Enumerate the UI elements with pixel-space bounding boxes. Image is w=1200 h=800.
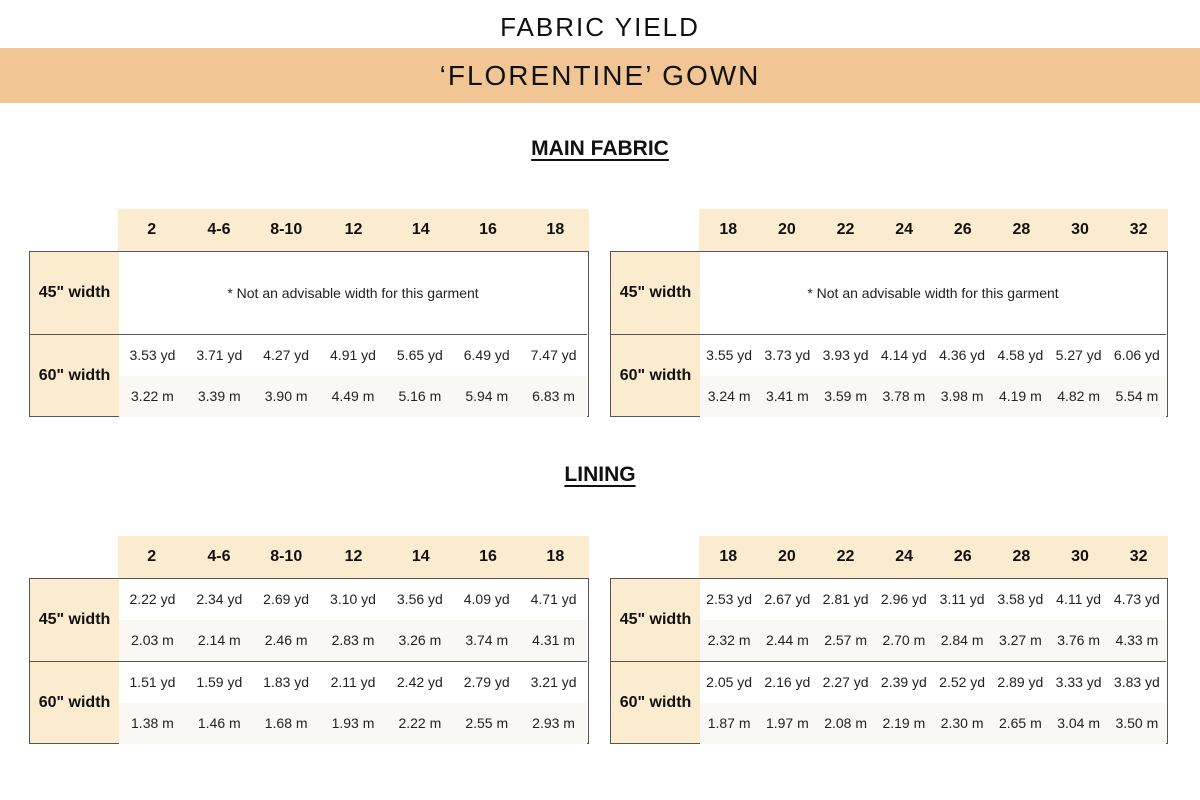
yield-yd-cell: 2.69 yd <box>263 591 310 607</box>
size-header-cell: 4-6 <box>207 548 231 565</box>
yield-m-cell: 2.55 m <box>465 715 509 731</box>
yield-m-line <box>700 376 1166 417</box>
yield-yd-cell: 2.79 yd <box>463 674 510 690</box>
yield-m-cell: 6.83 m <box>532 388 575 404</box>
not-advisable-note: * Not an advisable width for this garment <box>227 285 479 301</box>
row-label: 45" width <box>30 579 119 661</box>
yield-m-cell: 3.98 m <box>940 388 984 404</box>
yield-m-cell: 2.22 m <box>398 715 442 731</box>
size-header-cell: 18 <box>546 548 565 565</box>
yield-yd-cell: 4.58 yd <box>997 347 1044 363</box>
size-header-cell: 30 <box>1071 221 1089 238</box>
yield-yd-cell: 3.11 yd <box>939 591 985 607</box>
size-header-cell: 18 <box>719 548 738 565</box>
main-fabric-right-size-header <box>699 209 1168 251</box>
yield-yd-cell: 3.55 yd <box>706 347 753 363</box>
row-label: 60" width <box>30 335 119 416</box>
yield-yd-cell: 3.56 yd <box>396 591 443 607</box>
yield-yd-cell: 3.53 yd <box>129 347 176 363</box>
lining-right-table <box>610 578 1168 744</box>
yield-m-cell: 2.32 m <box>707 632 751 648</box>
yield-m-cell: 1.68 m <box>264 715 308 731</box>
yield-m-cell: 3.76 m <box>1057 632 1101 648</box>
size-header-cell: 16 <box>479 221 497 238</box>
yield-yd-line <box>700 662 1166 703</box>
yield-yd-cell: 1.59 yd <box>196 674 243 690</box>
yield-m-cell: 1.38 m <box>131 715 174 731</box>
yield-yd-line <box>119 335 587 376</box>
yield-yd-cell: 2.81 yd <box>822 591 869 607</box>
not-advisable-note: * Not an advisable width for this garment <box>807 285 1059 301</box>
yield-yd-cell: 2.52 yd <box>939 674 986 690</box>
yield-m-cell: 5.54 m <box>1115 388 1159 404</box>
size-header-cell: 12 <box>344 548 363 565</box>
row-label: 45" width <box>611 252 700 334</box>
main-fabric-left-table <box>29 251 589 417</box>
size-header-cell: 32 <box>1129 221 1148 238</box>
table-row-45-width <box>30 579 587 661</box>
yield-m-cell: 1.97 m <box>765 715 809 731</box>
yield-m-cell: 3.41 m <box>765 388 809 404</box>
size-header-cell: 28 <box>1012 221 1031 238</box>
main-fabric-heading: MAIN FABRIC <box>531 137 669 160</box>
size-header-cell: 20 <box>778 221 796 238</box>
yield-m-cell: 3.26 m <box>398 632 442 648</box>
yield-yd-cell: 5.27 yd <box>1055 347 1102 363</box>
yield-m-cell: 4.82 m <box>1057 388 1101 404</box>
yield-m-cell: 2.70 m <box>882 632 926 648</box>
row-label: 60" width <box>611 662 700 743</box>
lining-left-table <box>29 578 589 744</box>
table-row-45-width <box>30 252 587 334</box>
yield-m-cell: 3.50 m <box>1115 715 1159 731</box>
yield-m-cell: 4.49 m <box>331 388 375 404</box>
yield-m-cell: 2.08 m <box>824 715 868 731</box>
yield-yd-line <box>700 335 1166 376</box>
yield-m-cell: 2.57 m <box>824 632 868 648</box>
yield-yd-cell: 2.34 yd <box>196 591 243 607</box>
size-header-cell: 12 <box>344 221 363 238</box>
yield-m-line <box>119 376 587 417</box>
table-row-45-width <box>611 579 1166 661</box>
table-row-45-width <box>611 252 1166 334</box>
yield-m-cell: 1.93 m <box>331 715 375 731</box>
size-header-cell: 24 <box>895 221 914 238</box>
yield-m-cell: 3.74 m <box>465 632 509 648</box>
yield-m-cell: 2.14 m <box>197 632 241 648</box>
yield-m-cell: 4.19 m <box>998 388 1042 404</box>
row-label: 60" width <box>30 662 119 743</box>
yield-m-cell: 3.27 m <box>998 632 1042 648</box>
yield-yd-cell: 2.16 yd <box>764 674 811 690</box>
yield-m-line <box>119 620 587 661</box>
yield-m-cell: 5.16 m <box>398 388 442 404</box>
main-fabric-left-size-header <box>118 209 589 251</box>
yield-m-cell: 1.87 m <box>707 715 751 731</box>
yield-yd-cell: 2.42 yd <box>396 674 443 690</box>
yield-m-cell: 3.90 m <box>264 388 308 404</box>
yield-yd-line <box>119 662 587 703</box>
yield-yd-cell: 7.47 yd <box>530 347 577 363</box>
page-title: FABRIC YIELD <box>500 12 700 42</box>
yield-yd-cell: 2.53 yd <box>706 591 753 607</box>
yield-yd-cell: 3.83 yd <box>1113 674 1160 690</box>
lining-left-size-header <box>118 536 589 578</box>
yield-yd-cell: 3.71 yd <box>196 347 243 363</box>
yield-m-cell: 3.04 m <box>1057 715 1101 731</box>
size-header-cell: 8-10 <box>270 548 303 565</box>
yield-yd-cell: 1.83 yd <box>263 674 310 690</box>
yield-yd-cell: 6.49 yd <box>463 347 510 363</box>
yield-yd-cell: 2.27 yd <box>822 674 869 690</box>
size-header-cell: 2 <box>147 548 157 565</box>
yield-m-cell: 2.65 m <box>998 715 1042 731</box>
yield-m-cell: 1.46 m <box>197 715 241 731</box>
table-row-60-width <box>30 661 587 743</box>
yield-yd-cell: 3.93 yd <box>822 347 869 363</box>
yield-yd-cell: 2.89 yd <box>997 674 1044 690</box>
table-row-60-width <box>611 661 1166 743</box>
yield-yd-cell: 1.51 yd <box>129 674 176 690</box>
yield-yd-cell: 3.10 yd <box>330 591 376 607</box>
yield-yd-cell: 2.39 yd <box>880 674 927 690</box>
yield-m-cell: 4.31 m <box>532 632 575 648</box>
size-header-cell: 2 <box>147 221 157 238</box>
yield-m-cell: 3.22 m <box>131 388 174 404</box>
yield-yd-line <box>119 579 587 620</box>
yield-m-cell: 4.33 m <box>1115 632 1159 648</box>
size-header-cell: 30 <box>1071 548 1089 565</box>
row-label: 60" width <box>611 335 700 416</box>
yield-m-cell: 3.59 m <box>824 388 868 404</box>
size-header-cell: 18 <box>546 221 565 238</box>
size-header-cell: 16 <box>479 548 497 565</box>
yield-m-cell: 2.83 m <box>331 632 375 648</box>
size-header-cell: 8-10 <box>270 221 303 238</box>
size-header-cell: 4-6 <box>207 221 231 238</box>
size-header-cell: 26 <box>953 548 972 565</box>
yield-yd-cell: 4.91 yd <box>330 347 376 363</box>
main-fabric-right-table <box>610 251 1168 417</box>
yield-m-cell: 2.84 m <box>940 632 984 648</box>
yield-yd-cell: 2.05 yd <box>706 674 753 690</box>
yield-yd-cell: 4.73 yd <box>1113 591 1160 607</box>
yield-m-cell: 2.03 m <box>131 632 174 648</box>
yield-m-cell: 2.93 m <box>532 715 575 731</box>
lining-heading: LINING <box>564 463 636 486</box>
yield-m-line <box>119 703 587 744</box>
yield-m-cell: 2.44 m <box>765 632 809 648</box>
yield-m-cell: 5.94 m <box>465 388 509 404</box>
yield-yd-cell: 3.58 yd <box>997 591 1044 607</box>
yield-yd-cell: 6.06 yd <box>1113 347 1160 363</box>
size-header-cell: 14 <box>411 221 430 238</box>
yield-m-cell: 2.19 m <box>882 715 926 731</box>
yield-yd-cell: 4.27 yd <box>263 347 310 363</box>
yield-m-line <box>700 620 1166 661</box>
yield-m-cell: 2.30 m <box>940 715 984 731</box>
row-label: 45" width <box>30 252 119 334</box>
yield-yd-cell: 4.14 yd <box>880 347 927 363</box>
size-header-cell: 22 <box>836 221 855 238</box>
yield-m-cell: 3.39 m <box>197 388 241 404</box>
size-header-cell: 28 <box>1012 548 1031 565</box>
size-header-cell: 18 <box>719 221 738 238</box>
yield-yd-cell: 3.33 yd <box>1055 674 1102 690</box>
yield-yd-cell: 2.96 yd <box>880 591 927 607</box>
size-header-cell: 32 <box>1129 548 1148 565</box>
yield-m-cell: 3.78 m <box>882 388 926 404</box>
table-row-60-width <box>30 334 587 416</box>
yield-yd-cell: 4.36 yd <box>939 347 986 363</box>
yield-yd-cell: 4.09 yd <box>463 591 510 607</box>
size-header-cell: 24 <box>895 548 914 565</box>
size-header-cell: 14 <box>411 548 430 565</box>
yield-yd-cell: 2.22 yd <box>129 591 176 607</box>
yield-yd-cell: 3.73 yd <box>764 347 811 363</box>
yield-yd-cell: 4.11 yd <box>1056 591 1102 607</box>
row-label: 45" width <box>611 579 700 661</box>
yield-yd-cell: 5.65 yd <box>396 347 443 363</box>
size-header-cell: 20 <box>778 548 796 565</box>
yield-yd-cell: 3.21 yd <box>530 674 577 690</box>
yield-yd-line <box>700 579 1166 620</box>
size-header-cell: 22 <box>836 548 855 565</box>
garment-banner: ‘FLORENTINE’ GOWN <box>0 48 1200 103</box>
yield-m-cell: 2.46 m <box>264 632 308 648</box>
table-row-60-width <box>611 334 1166 416</box>
yield-yd-cell: 2.11 yd <box>330 674 376 690</box>
yield-yd-cell: 4.71 yd <box>530 591 577 607</box>
yield-m-line <box>700 703 1166 744</box>
yield-m-cell: 3.24 m <box>707 388 751 404</box>
lining-right-size-header <box>699 536 1168 578</box>
size-header-cell: 26 <box>953 221 972 238</box>
yield-yd-cell: 2.67 yd <box>764 591 811 607</box>
